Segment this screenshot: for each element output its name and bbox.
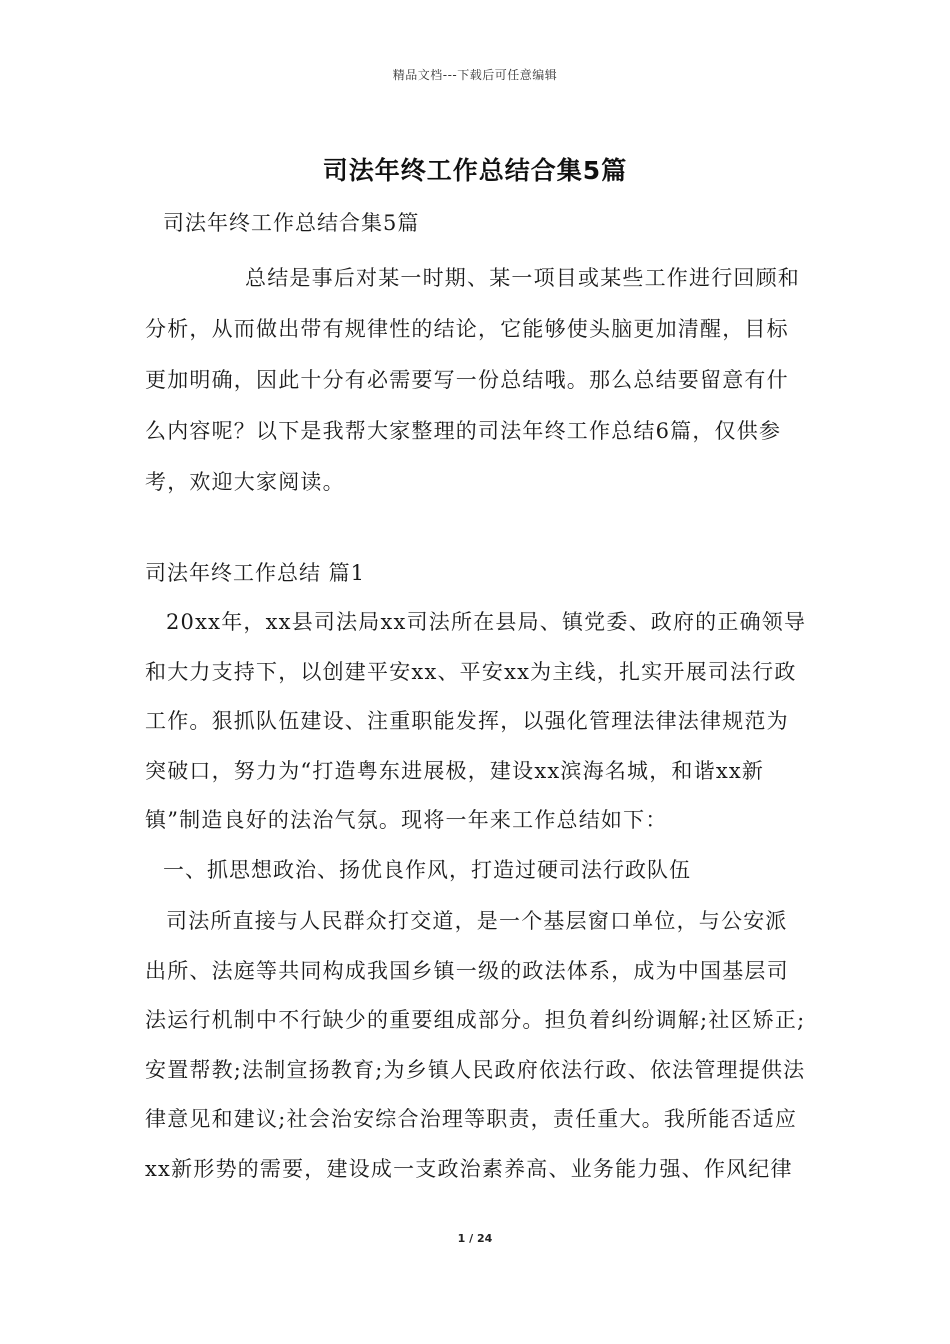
subheading-1: 一、抓思想政治、扬优良作风，打造过硬司法行政队伍 [163,858,691,882]
body-paragraph-1: 20xx年，xx县司法局xx司法所在县局、镇党委、政府的正确领导和大力支持下，以创建平安xx、平安xx为主线，扎实开展司法行政工作。狠抓队伍建设、注重职能发挥，以强化管理法律法律规范为突破口，努力为“打造粤东进展极，建设xx滨海名城，和谐xx新镇”制造良好的法治气氛。现将一年来工作总结如下： [145,610,807,832]
header-note: 精品文档---下载后可任意编辑 [392,68,558,82]
document-subtitle: 司法年终工作总结合集5篇 [163,211,420,235]
intro-paragraph: 总结是事后对某一时期、某一项目或某些工作进行回顾和分析，从而做出带有规律性的结论，它能够使头脑更加清醒，目标更加明确，因此十分有必需要写一份总结哦。那么总结要留意有什么内容呢？以下是我帮大家整理的司法年终工作总结6篇，仅供参考，欢迎大家阅读。 [145,266,800,494]
section-heading: 司法年终工作总结 篇1 [145,561,366,585]
page-number: 1 / 24 [457,1232,493,1245]
body-paragraph-2: 司法所直接与人民群众打交道，是一个基层窗口单位，与公安派出所、法庭等共同构成我国乡镇一级的政法体系，成为中国基层司法运行机制中不行缺少的重要组成部分。担负着纠纷调解;社区矫正;安置帮教;法制宣扬教育;为乡镇人民政府依法行政、依法管理提供法律意见和建议;社会治安综合治理等职责，责任重大。我所能否适应xx新形势的需要，建设成一支政治素养高、业务能力强、作风纪律 [145,909,806,1181]
page-title: 司法年终工作总结合集5篇 [322,156,628,185]
